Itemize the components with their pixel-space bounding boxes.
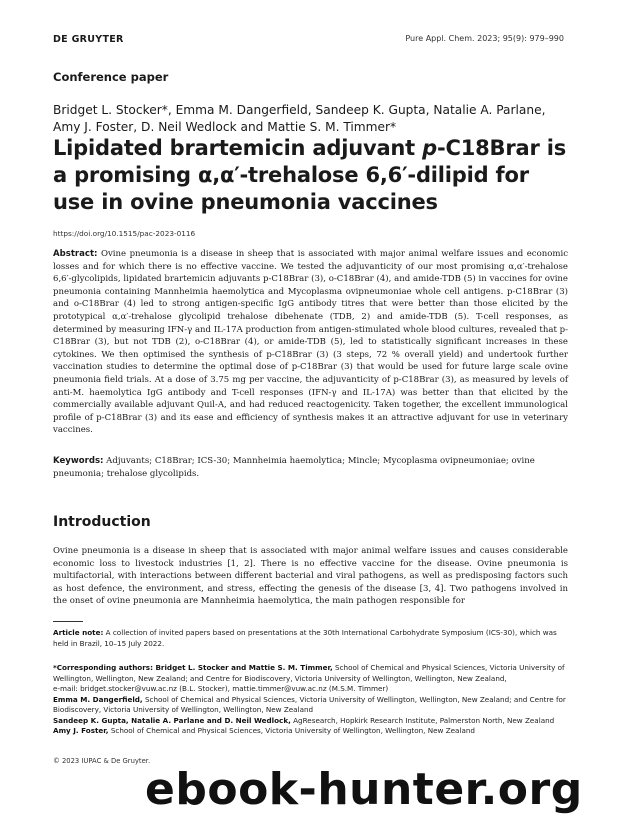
affiliation-item (53, 695, 568, 716)
section-label: Conference paper (53, 70, 169, 84)
doi-link[interactable]: https://doi.org/10.1515/pac-2023-0116 (53, 229, 196, 238)
journal-citation: Pure Appl. Chem. 2023; 95(9): 979–990 (405, 34, 564, 43)
abstract-text: Ovine pneumonia is a disease in sheep that is associated with major animal welfare issues and economic losses and for which there is no effective vaccine. We tested the adjuvanticity of our most promising α,α′-trehalose 6,6′-glycolipids, lipidated brartemicin adjuvants p-C18Brar (3), o-C18Brar (4), and amide-TDB (5) in vaccines for ovine pneumonia containing Mannheimia haemolytica and Mycoplasma ovipneumoniae whole cell antigens. p-C18Brar (3) and o-C18Brar (4) led to strong antigen-specific IgG antibody titres that were better than those elicited by the prototypical α,α′-trehalose glycolipid trehalose dibehenate (TDB, 2) and amide-TDB (5). T-cell responses, as determined by measuring IFN-γ and IL-17A production from antigen-stimulated whole blood cultures, revealed that p-C18Brar (3), but not TDB (2), o-C18Brar (4), or amide-TDB (5), led to statistically significant increases in these cytokines. We then optimised the synthesis of p-C18Brar (3) (3 steps, 72 % overall yield) and undertook further vaccination studies to determine the optimal dose of p-C18Brar (3) that would be used for future large scale ovine pneumonia field trials. At a dose of 3.75 mg per vaccine, the adjuvanticity of p-C18Brar (3), as measured by levels of anti-M. haemolytica IgG antibody and T-cell responses (IFN-γ and IL-17A) was better than that elicited by the commercially available adjuvant Quil-A, and had reduced reactogenicity. Taken together, the excellent immunological profile of p-C18Brar (3) and its ease and efficiency of synthesis makes it an attractive adjuvant for use in veterinary vaccines. (53, 249, 568, 436)
affiliation-label: Sandeep K. Gupta, Natalie A. Parlane and D. Neil Wedlock, (53, 715, 291, 725)
author-line-1: Bridget L. Stocker*, Emma M. Dangerfield, Sandeep K. Gupta, Natalie A. Parlane, (53, 103, 546, 117)
keywords-label: Keywords: (53, 456, 104, 466)
copyright: © 2023 IUPAC & De Gruyter. (53, 757, 151, 765)
publisher-name: DE GRUYTER (53, 34, 124, 45)
watermark-text: ebook-hunter.org (145, 764, 583, 815)
affiliation-text: School of Chemical and Physical Sciences, Victoria University of Wellington, Wellington, New Zealand (110, 726, 475, 735)
affiliation-item (53, 716, 568, 727)
author-line-2: Amy J. Foster, D. Neil Wedlock and Mattie S. M. Timmer* (53, 120, 397, 134)
title-italic: p (422, 136, 437, 160)
keywords-text: Adjuvants; C18Brar; ICS-30; Mannheimia haemolytica; Mincle; Mycoplasma ovipneumoniae; ovine pneumonia; trehalose glycolipids. (53, 456, 535, 479)
abstract (53, 248, 568, 437)
introduction-text: Ovine pneumonia is a disease in sheep that is associated with major animal welfare issues and causes considerable economic loss to livestock industries [1, 2]. There is no effective vaccine for the disease. Ovine pneumonia is multifactorial, with interactions between different bacterial and viral pathogens, as well as predisposing factors such as host defence, the environment, and stress, effecting the genesis of the disease [3, 4]. Two pathogens involved in the onset of ovine pneumonia are Mannheimia haemolytica, the main pathogen responsible for (53, 546, 568, 607)
affiliation-label: Amy J. Foster, (53, 726, 109, 735)
affiliation-text: School of Chemical and Physical Sciences, Victoria University of Wellington, Wellington, New Zealand; and Centre for Biodiscovery, Victoria University of Wellington, Wellington, New Zealand, (53, 663, 565, 683)
article-note-text: A collection of invited papers based on presentations at the 30th International Carbohydrate Symposium (ICS-30), which was held in Brazil, 10–15 July 2022. (53, 628, 557, 648)
affiliation-text: AgResearch, Hopkirk Research Institute, Palmerston North, New Zealand (293, 715, 555, 725)
affiliation-label: *Corresponding authors: Bridget L. Stocker and Mattie S. M. Timmer, (53, 663, 333, 672)
title-part-2: -C18Brar is a promising α,α′-trehalose 6,6′-dilipid for use in ovine pneumonia vaccines (53, 136, 567, 214)
affiliation-text: School of Chemical and Physical Sciences, Victoria University of Wellington, Wellington, New Zealand; and Centre for Biodiscovery, Victoria University of Wellington, Wellington, New Zealand (53, 694, 566, 714)
abstract-label: Abstract: (53, 249, 98, 259)
affiliation-label: Emma M. Dangerfield, (53, 694, 143, 704)
paper-title (53, 135, 573, 216)
affiliations (53, 663, 568, 737)
introduction-heading: Introduction (53, 514, 151, 530)
author-list (53, 102, 573, 136)
keywords (53, 455, 568, 480)
article-note-label: Article note: (53, 628, 104, 637)
affiliation-item (53, 726, 568, 737)
footnote-divider (53, 621, 83, 622)
affiliation-item (53, 684, 568, 695)
article-note (53, 628, 568, 649)
affiliation-item (53, 663, 568, 684)
title-part-1: Lipidated brartemicin adjuvant (53, 136, 423, 160)
affiliation-email: e-mail: bridget.stocker@vuw.ac.nz (B.L. Stocker), mattie.timmer@vuw.ac.nz (M.S.M. Timmer) (53, 684, 389, 693)
